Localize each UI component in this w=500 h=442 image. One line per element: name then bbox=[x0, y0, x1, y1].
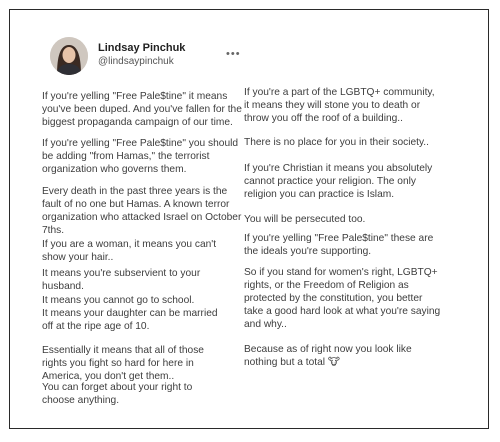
post-text-line: take a good hard look at what you're saying bbox=[244, 306, 441, 317]
post-paragraph bbox=[244, 213, 365, 226]
post-text-left-column bbox=[42, 90, 254, 420]
post-text-line: Essentially it means that all of those bbox=[42, 345, 204, 356]
post-paragraph bbox=[244, 266, 440, 331]
post-text-line: rights you fight so hard for here in bbox=[42, 358, 194, 369]
post-paragraph bbox=[42, 307, 218, 333]
author-handle[interactable]: @lindsaypinchuk bbox=[98, 56, 174, 67]
avatar[interactable] bbox=[50, 37, 88, 75]
post-text-line: If you're yelling "Free Pale$tine" it means bbox=[42, 91, 228, 102]
post-text-line: the ideals you're supporting. bbox=[244, 246, 372, 257]
post-text-line: If you're a part of the LGBTQ+ community, bbox=[244, 87, 435, 98]
post-text-line: nothing but a total 🐮 bbox=[244, 357, 340, 368]
post-paragraph bbox=[42, 267, 200, 293]
post-text-line: If you're yelling "Free Pale$tine" you should bbox=[42, 138, 239, 149]
post-text-line: Because as of right now you look like bbox=[244, 344, 412, 355]
post-text-line: protected by the constitution, you better bbox=[244, 293, 423, 304]
post-text-line: If you're Christian it means you absolutely bbox=[244, 163, 433, 174]
post-text-line: you've been duped. And you've fallen for the bbox=[42, 104, 242, 115]
post-text-line: biggest propaganda campaign of our time. bbox=[42, 117, 233, 128]
post-text-right-column bbox=[244, 86, 474, 386]
post-text-line: Every death in the past three years is the bbox=[42, 186, 228, 197]
post-paragraph bbox=[244, 343, 412, 369]
post-paragraph bbox=[42, 294, 194, 307]
post-paragraph bbox=[42, 137, 238, 176]
post-text-line: If you're yelling "Free Pale$tine" these are bbox=[244, 233, 434, 244]
post-text-line: It means you cannot go to school. bbox=[42, 295, 195, 306]
post-text-line: If you are a woman, it means you can't bbox=[42, 239, 217, 250]
post-text-line: be adding "from Hamas," the terrorist bbox=[42, 151, 210, 162]
post-paragraph bbox=[42, 185, 241, 237]
post-text-line: 7ths. bbox=[42, 225, 65, 236]
post-paragraph bbox=[244, 162, 432, 201]
author-name[interactable]: Lindsay Pinchuk bbox=[98, 42, 186, 54]
post-card bbox=[9, 9, 489, 429]
post-text-line: cannot practice your religion. The only bbox=[244, 176, 416, 187]
post-text-line: It means you're subservient to your bbox=[42, 268, 201, 279]
post-paragraph bbox=[42, 344, 204, 383]
post-text-line: it means they will stone you to death or bbox=[244, 100, 421, 111]
post-text-line: show your hair.. bbox=[42, 252, 114, 263]
post-text-line: choose anything. bbox=[42, 395, 120, 406]
post-text-line: You will be persecuted too. bbox=[244, 214, 366, 225]
post-text-line: It means your daughter can be married bbox=[42, 308, 218, 319]
post-text-line: So if you stand for women's right, LGBTQ+ bbox=[244, 267, 438, 278]
post-paragraph bbox=[244, 232, 433, 258]
post-paragraph bbox=[244, 86, 435, 125]
post-text-line: organization who governs them. bbox=[42, 164, 187, 175]
post-paragraph bbox=[42, 90, 242, 129]
post-text-line: America, you don't get them.. bbox=[42, 371, 175, 382]
post-text-line: There is no place for you in their society.. bbox=[244, 137, 429, 148]
post-text-line: rights, or the Freedom of Religion as bbox=[244, 280, 409, 291]
post-text-line: fault of no one but Hamas. A known terror bbox=[42, 199, 230, 210]
post-text-line: throw you off the roof of a building.. bbox=[244, 113, 403, 124]
post-text-line: off at the ripe age of 10. bbox=[42, 321, 150, 332]
post-text-line: organization who attacked Israel on October bbox=[42, 212, 242, 223]
post-text-line: husband. bbox=[42, 281, 84, 292]
more-options-icon[interactable]: ••• bbox=[226, 48, 241, 60]
post-paragraph bbox=[42, 238, 216, 264]
post-text-line: You can forget about your right to bbox=[42, 382, 193, 393]
post-text-line: religion you can practice is Islam. bbox=[244, 189, 395, 200]
post-paragraph bbox=[244, 136, 429, 149]
post-text-line: and why.. bbox=[244, 319, 287, 330]
post-paragraph bbox=[42, 381, 192, 407]
